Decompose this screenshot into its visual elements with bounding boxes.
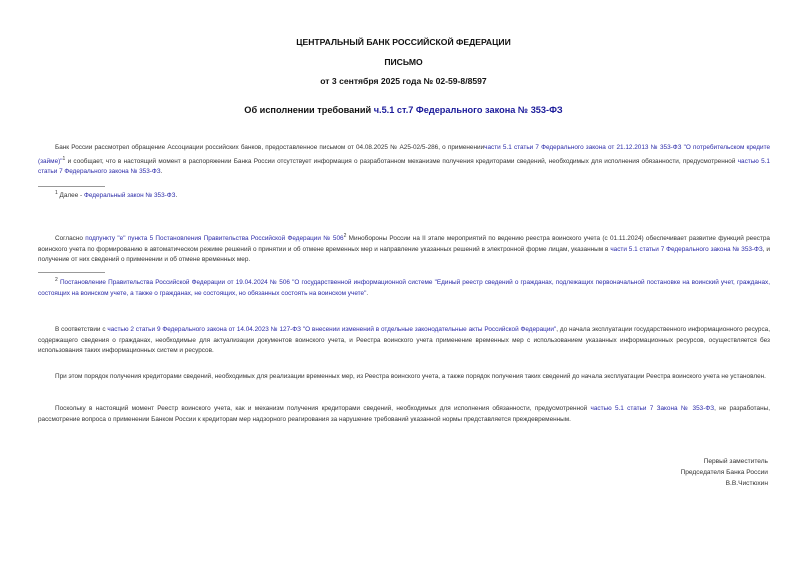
footnote-1-text: Далее -: [57, 192, 84, 200]
footnote-2: [38, 275, 770, 299]
p2-part-5-1-link[interactable]: части 5.1 статьи 7 Федерального закона № 353-ФЗ: [610, 245, 763, 253]
footnote-1-link[interactable]: Федеральный закон № 353-ФЗ: [83, 192, 176, 200]
p5-text-2: , не разработаны, рассмотрение вопроса о применении Банком России к кредиторам мер надзорного реагирования за нарушение требований указанной нормы представляется преждевременным.: [38, 405, 770, 423]
p1-text-3: .: [160, 168, 163, 176]
footnote-1-end: .: [175, 192, 178, 200]
subject-prefix: Об исполнении требований: [244, 105, 374, 115]
signature-organization: Председателя Банка России: [680, 469, 768, 477]
p1-part-5-1-link[interactable]: частью 5.1 статьи 7 Федерального закона № 353-ФЗ: [38, 157, 770, 176]
issuer-heading: ЦЕНТРАЛЬНЫЙ БАНК РОССИЙСКОЙ ФЕДЕРАЦИИ: [296, 37, 511, 47]
p1-text-2: и сообщает, что в настоящий момент в распоряжении Банка России отсутствует информация о разработанном механизме получения кредиторами сведений, необходимых для исполнения обязанности, предусмотренной: [65, 157, 738, 165]
signature-block: [680, 456, 768, 490]
p4-text-1: При этом порядок получения кредиторами сведений, необходимых для реализации временных мер, из Реестра воинского учета, а также порядок получения таких сведений до начала эксплуатации Реестра воинского учета не установлен.: [55, 373, 766, 380]
p1-law-353-link[interactable]: части 5.1 статьи 7 Федерального закона от 21.12.2013 № 353-ФЗ "О потребительском кредите (займе)": [38, 144, 771, 165]
paragraph-2: [38, 231, 770, 266]
footnote-1: [38, 188, 770, 202]
footnote-1-mark: 1: [55, 190, 58, 196]
p3-law-127-link[interactable]: частью 2 статьи 9 Федерального закона от 14.04.2023 № 127-ФЗ "О внесении изменений в отдельные законодательные акты Российской Федерации": [107, 326, 557, 333]
footnote-ref-1[interactable]: 1: [62, 155, 66, 162]
p3-text-1: В соответствии с: [55, 326, 108, 333]
signature-name: В.В.Чистюхин: [725, 480, 768, 488]
footnote-2-end: .: [366, 289, 369, 297]
subject-law-link[interactable]: ч.5.1 ст.7 Федерального закона № 353-ФЗ: [373, 105, 563, 115]
p2-resolution-506-link[interactable]: подпункту "е" пункта 5 Постановления Правительства Российской Федерации № 506: [85, 235, 344, 243]
paragraph-1: [38, 143, 770, 178]
paragraph-5: [38, 404, 770, 425]
p5-text-1: Поскольку в настоящий момент Реестр воинского учета, как и механизм получения кредиторами сведений, необходимых для исполнения обязанности, предусмотренной: [55, 405, 591, 412]
date-number-heading: от 3 сентября 2025 года № 02-59-8/8597: [320, 76, 487, 86]
footnote-separator-2: [38, 272, 105, 273]
paragraph-4: [38, 372, 770, 383]
p2-text-3: , и получение от них сведений о применении и об отмене временных мер.: [38, 245, 771, 264]
footnote-2-mark: 2: [55, 277, 58, 283]
p1-text-1: Банк России рассмотрел обращение Ассоциации российских банков, предоставленное письмом от 04.08.2025 № А25-02/5-286, о применении: [55, 144, 485, 151]
footnote-ref-2[interactable]: 2: [343, 233, 347, 239]
p5-part-5-1-link[interactable]: частью 5.1 статьи 7 Закона № 353-ФЗ: [590, 405, 715, 412]
p2-text-2: Минобороны России на II этапе мероприятий по ведению реестра воинского учета (с 01.11.2024) обеспечивает развитие функций реестра воинского учета по формированию в автоматическом режиме решений о принятии и об отмене временных мер и направление указанных решений в электронной форме лицам, указанным в: [38, 235, 770, 253]
footnote-separator-1: [38, 186, 105, 187]
signature-position: Первый заместитель: [703, 458, 768, 465]
paragraph-3: [38, 325, 770, 357]
footnote-2-link[interactable]: Постановление Правительства Российской Федерации от 19.04.2024 № 506 "О государственной информационной системе "Единый реестр сведений о гражданах, подлежащих первоначальной постановке на воинский учет, гражданах, состоящих на воинском учете, а также о гражданах, не состоящих, но обязанных состоять на воинском учете": [38, 279, 771, 297]
subject-heading: [0, 105, 807, 115]
p3-text-2: , до начала эксплуатации государственного информационного ресурса, содержащего сведения о гражданах, необходимые для актуализации документов воинского учета, и Реестра воинского учета применение временных мер с использованием указанных информационных ресурсов, осуществляется без использования таких информационных систем и ресурсов.: [38, 326, 771, 355]
doc-type-heading: ПИСЬМО: [384, 57, 423, 67]
p2-text-1: Согласно: [55, 235, 86, 243]
